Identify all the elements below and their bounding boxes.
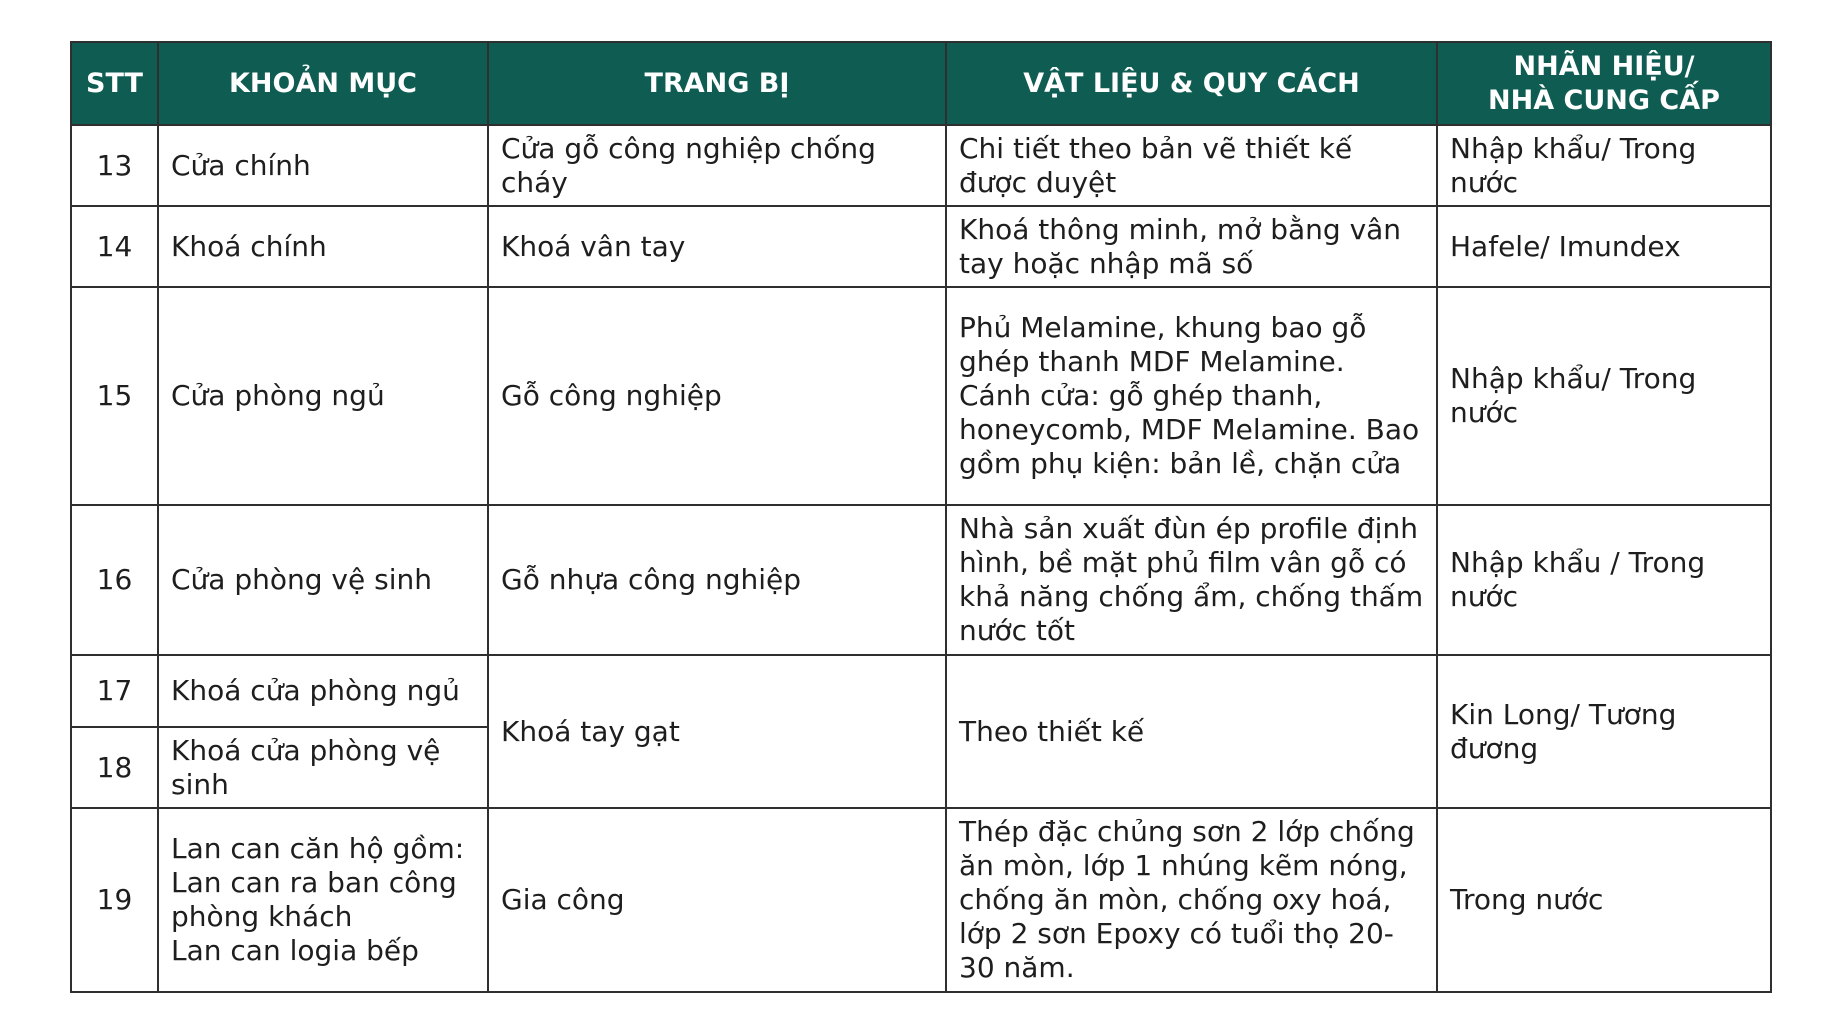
row-item: Cửa phòng vệ sinh xyxy=(158,505,488,655)
row-number: 14 xyxy=(71,206,158,287)
row-item-line: Lan can căn hộ gồm: xyxy=(171,832,465,865)
row-item-line: Lan can logia bếp xyxy=(171,934,419,967)
row-material: Phủ Melamine, khung bao gỗ ghép thanh MDF Melamine. Cánh cửa: gỗ ghép thanh, honeycomb, MDF Melamine. Bao gồm phụ kiện: bản lề, chặn cửa xyxy=(946,287,1437,505)
row-material: Chi tiết theo bản vẽ thiết kế được duyệt xyxy=(946,125,1437,206)
row-equipment: Gia công xyxy=(488,808,946,992)
table-row xyxy=(71,808,1771,992)
table-row xyxy=(71,655,1771,727)
row-equipment: Gỗ nhựa công nghiệp xyxy=(488,505,946,655)
row-equipment: Khoá tay gạt xyxy=(488,655,946,808)
header-equipment: TRANG BỊ xyxy=(488,42,946,125)
header-item: KHOẢN MỤC xyxy=(158,42,488,125)
row-brand: Nhập khẩu/ Trong nước xyxy=(1437,125,1771,206)
row-number: 15 xyxy=(71,287,158,505)
row-material: Nhà sản xuất đùn ép profile định hình, bề mặt phủ film vân gỗ có khả năng chống ẩm, chống thấm nước tốt xyxy=(946,505,1437,655)
row-equipment: Cửa gỗ công nghiệp chống cháy xyxy=(488,125,946,206)
row-item-line: Lan can ra ban công phòng khách xyxy=(171,866,457,933)
row-material: Khoá thông minh, mở bằng vân tay hoặc nhập mã số xyxy=(946,206,1437,287)
table-row xyxy=(71,505,1771,655)
row-item: Cửa chính xyxy=(158,125,488,206)
row-brand: Kin Long/ Tương đương xyxy=(1437,655,1771,808)
table-row xyxy=(71,206,1771,287)
row-equipment: Gỗ công nghiệp xyxy=(488,287,946,505)
row-number: 19 xyxy=(71,808,158,992)
row-item: Khoá chính xyxy=(158,206,488,287)
row-material: Theo thiết kế xyxy=(946,655,1437,808)
spec-table xyxy=(70,41,1772,993)
row-item-multiline xyxy=(158,808,488,992)
row-brand: Trong nước xyxy=(1437,808,1771,992)
row-brand: Nhập khẩu/ Trong nước xyxy=(1437,287,1771,505)
header-material: VẬT LIỆU & QUY CÁCH xyxy=(946,42,1437,125)
row-number: 17 xyxy=(71,655,158,727)
row-item: Khoá cửa phòng vệ sinh xyxy=(158,727,488,808)
row-number: 16 xyxy=(71,505,158,655)
header-stt: STT xyxy=(71,42,158,125)
table-row xyxy=(71,287,1771,505)
row-number: 13 xyxy=(71,125,158,206)
row-equipment: Khoá vân tay xyxy=(488,206,946,287)
table-row xyxy=(71,125,1771,206)
row-item: Cửa phòng ngủ xyxy=(158,287,488,505)
spec-table-container xyxy=(70,41,1770,993)
table-header-row xyxy=(71,42,1771,125)
row-brand: Nhập khẩu / Trong nước xyxy=(1437,505,1771,655)
row-number: 18 xyxy=(71,727,158,808)
row-material: Thép đặc chủng sơn 2 lớp chống ăn mòn, lớp 1 nhúng kẽm nóng, chống ăn mòn, chống oxy hoá, lớp 2 sơn Epoxy có tuổi thọ 20-30 năm. xyxy=(946,808,1437,992)
row-item: Khoá cửa phòng ngủ xyxy=(158,655,488,727)
header-brand: NHÃN HIỆU/ NHÀ CUNG CẤP xyxy=(1437,42,1771,125)
row-brand: Hafele/ Imundex xyxy=(1437,206,1771,287)
